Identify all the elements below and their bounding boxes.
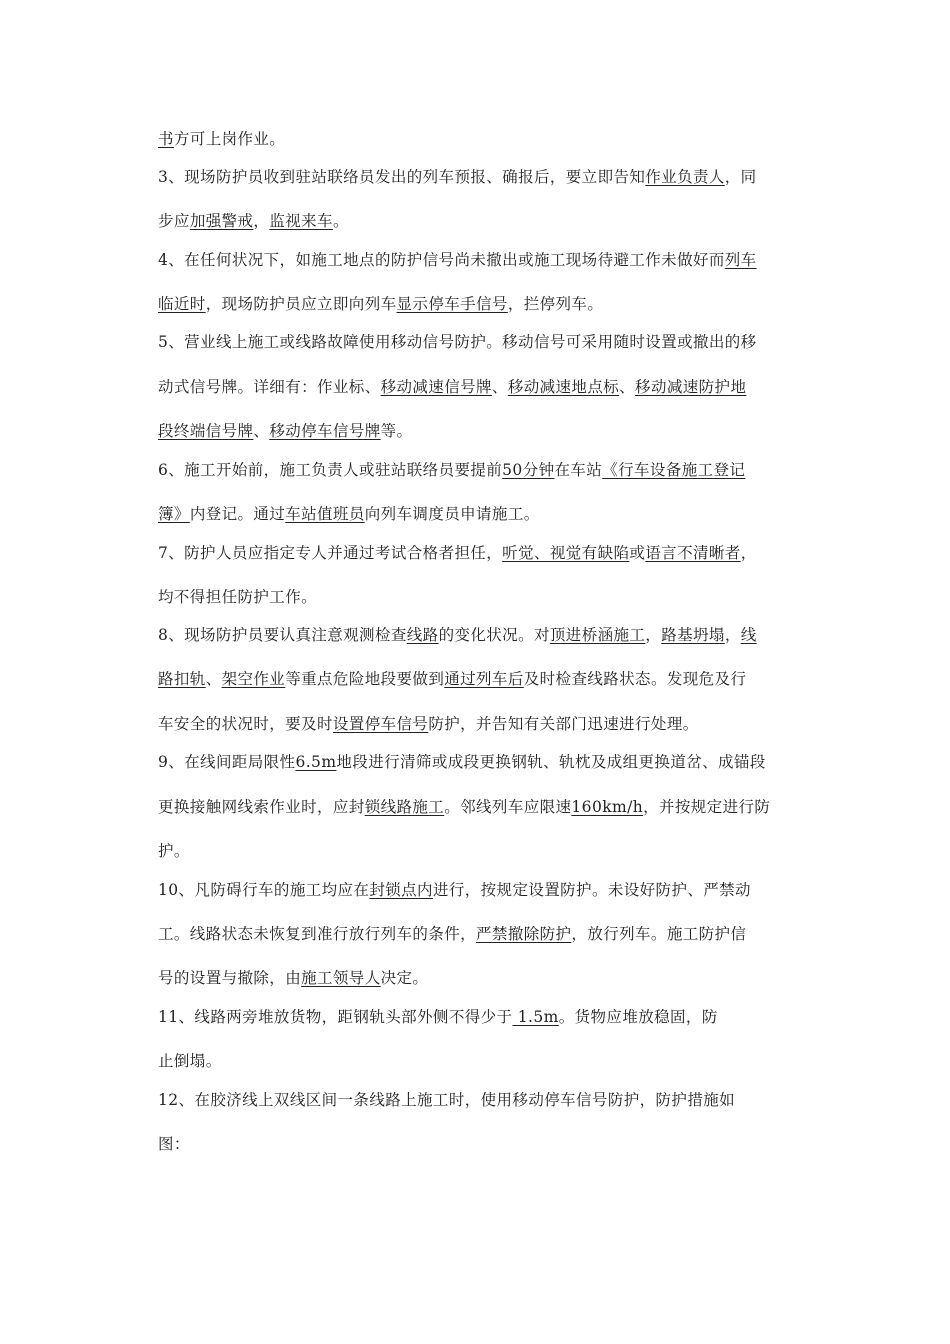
text-line (158, 669, 746, 689)
text-line (158, 1134, 190, 1154)
text-segment: 的变化状况。对 (438, 626, 550, 644)
text-line (158, 924, 746, 944)
text-segment: 动式信号牌。详细有：作业标、 (158, 378, 381, 396)
text-segment: 向列车调度员申请施工。 (364, 505, 540, 523)
text-line (158, 968, 428, 988)
underlined-term: 《行车设备施工登记 (602, 461, 746, 479)
text-line (158, 332, 757, 352)
text-segment: 12、在胶济线上双线区间一条线路上施工时，使用移动停车信号防护，防护措施如 (158, 1091, 736, 1109)
text-segment: ，同 (724, 168, 757, 186)
text-line (158, 294, 603, 314)
text-segment: 车安全的状况时，要及时 (158, 715, 333, 733)
underlined-term: 听觉、视觉有缺陷 (502, 544, 630, 562)
text-line (158, 167, 757, 187)
underlined-term: 顶进桥涵施工 (549, 626, 646, 644)
text-segment: 护。 (158, 842, 190, 860)
text-line (158, 752, 766, 772)
text-line (158, 797, 770, 817)
underlined-term: 6.5m (295, 753, 337, 771)
text-segment: 更换接触网线索作业时，应封 (158, 798, 365, 816)
underlined-term: 作业负责人 (645, 168, 725, 186)
text-segment: 图： (158, 1135, 190, 1153)
text-segment: 5、营业线上施工或线路故障使用移动信号防护。移动信号可采用随时设置或撤出的移 (158, 333, 757, 351)
text-segment: 7、防护人员应指定专人并通过考试合格者担任， (158, 544, 503, 562)
text-line (158, 421, 412, 441)
text-segment: 3、现场防护员收到驻站联络员发出的列车预报、确报后，要立即告知 (158, 168, 646, 186)
text-segment: 10、凡防碍行车的施工均应在 (158, 881, 370, 899)
text-segment: 地段进行清筛或成段更换钢轨、轨枕及成组更换道岔、成锚段 (336, 753, 766, 771)
text-line (158, 250, 757, 270)
underlined-term: 锁线路施工 (364, 798, 445, 816)
underlined-term: 封锁点内 (369, 881, 433, 899)
underlined-term: 移动减速防护地 (635, 378, 747, 396)
text-segment: ， (724, 626, 741, 644)
text-line (158, 377, 746, 397)
text-line (158, 841, 190, 861)
underlined-term: 50分钟 (502, 461, 555, 479)
text-line (158, 1007, 718, 1027)
text-segment: ，拦停列车。 (507, 295, 604, 313)
text-segment: 方可上岗作业。 (173, 130, 286, 148)
underlined-term: 列车 (724, 251, 757, 269)
text-segment: 8、现场防护员要认真注意观测检查 (158, 626, 407, 644)
text-segment: 号的设置与撤除，由 (158, 969, 302, 987)
underlined-term: 路扣轨 (158, 670, 206, 688)
text-line (158, 211, 349, 231)
text-segment: 、 (619, 378, 636, 396)
underlined-term: 严禁撤除防护 (476, 925, 572, 943)
text-segment: 及时检查线路状态。发现危及行 (523, 670, 747, 688)
underlined-term: 160km/h (571, 798, 644, 816)
text-segment: 、 (205, 670, 222, 688)
text-segment: 9、在线间距局限性 (158, 753, 296, 771)
text-line (158, 1051, 222, 1071)
text-segment: 11、线路两旁堆放货物，距钢轨头部外侧不得少于 (158, 1008, 513, 1026)
text-segment: ， (740, 544, 757, 562)
underlined-term: 施工领导人 (301, 969, 381, 987)
text-line (158, 880, 751, 900)
text-segment: 内登记。通过 (189, 505, 286, 523)
underlined-term: 移动停车信号牌 (269, 422, 381, 440)
text-segment: 在车站 (554, 461, 603, 479)
underlined-term: 车站值班员 (285, 505, 365, 523)
text-segment: ，并按规定进行防 (643, 798, 771, 816)
underlined-term: 1.5m (512, 1008, 559, 1026)
text-segment: 。 (332, 212, 349, 230)
text-segment: 、 (253, 422, 270, 440)
text-segment: 均不得担任防护工作。 (158, 588, 318, 606)
text-segment: 或 (629, 544, 646, 562)
text-line (158, 129, 285, 149)
text-line (158, 587, 317, 607)
underlined-term: 移动减速信号牌 (380, 378, 492, 396)
underlined-term: 线路 (406, 626, 439, 644)
text-segment: 步应 (158, 212, 190, 230)
text-segment: 工。线路状态未恢复到准行放行列车的条件， (158, 925, 477, 943)
text-segment: ， (253, 212, 270, 230)
text-segment: 。货物应堆放稳固，防 (558, 1008, 718, 1026)
text-line (158, 1090, 735, 1110)
text-segment: 。邻线列车应限速 (444, 798, 572, 816)
text-line (158, 504, 540, 524)
underlined-term: 段终端信号牌 (158, 422, 254, 440)
underlined-term: 移动减速地点标 (507, 378, 620, 396)
underlined-term: 线 (740, 626, 757, 644)
underlined-term: 通过列车后 (444, 670, 524, 688)
underlined-term: 显示停车手信号 (396, 295, 508, 313)
text-segment: 止倒塌。 (158, 1052, 222, 1070)
underlined-term: 书 (158, 130, 174, 148)
text-segment: 等重点危险地段要做到 (285, 670, 445, 688)
underlined-term: 临近时 (158, 295, 206, 313)
text-segment: 防护，并告知有关部门迅速进行处理。 (428, 715, 699, 733)
text-line (158, 543, 757, 563)
text-segment: 等。 (380, 422, 413, 440)
underlined-term: 语言不清晰者 (645, 544, 741, 562)
text-segment: 进行，按规定设置防护。未设好防护、严禁动 (432, 881, 751, 899)
underlined-term: 加强警戒 (189, 212, 254, 230)
text-segment: 、 (491, 378, 508, 396)
underlined-term: 路基坍塌 (661, 626, 725, 644)
underlined-term: 簿》 (158, 505, 190, 523)
text-segment: 6、施工开始前，施工负责人或驻站联络员要提前 (158, 461, 503, 479)
text-line (158, 714, 699, 734)
text-line (158, 625, 757, 645)
underlined-term: 架空作业 (221, 670, 286, 688)
underlined-term: 设置停车信号 (332, 715, 429, 733)
text-segment: ，现场防护员应立即向列车 (205, 295, 397, 313)
text-segment: 4、在任何状况下，如施工地点的防护信号尚未撤出或施工现场待避工作未做好而 (158, 251, 725, 269)
underlined-term: 监视来车 (269, 212, 333, 230)
text-line (158, 460, 745, 480)
text-segment: ，放行列车。施工防护信 (571, 925, 747, 943)
text-segment: 决定。 (380, 969, 429, 987)
text-segment: ， (645, 626, 662, 644)
